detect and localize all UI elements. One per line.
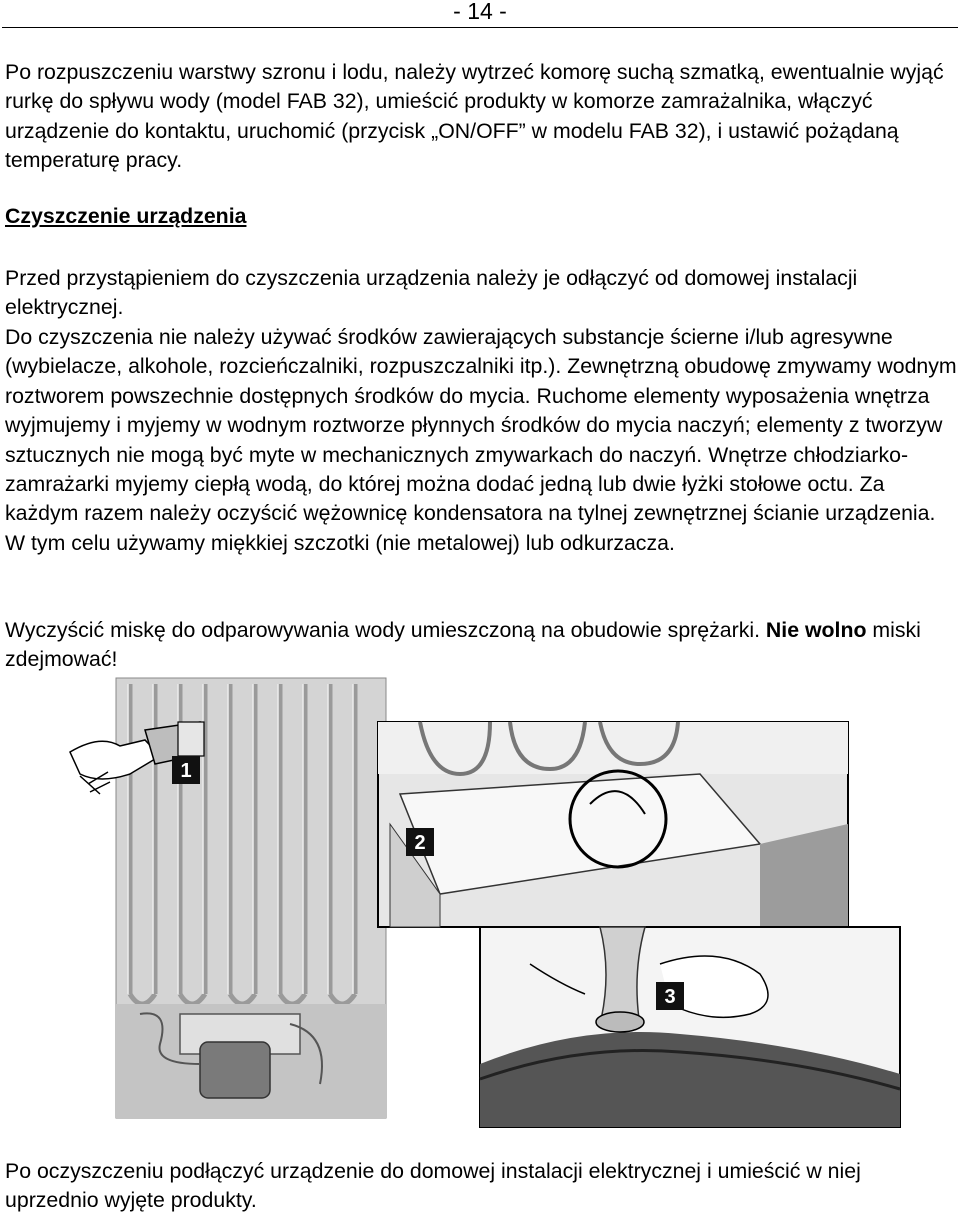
intro-text: Po rozpuszczeniu warstwy szronu i lodu, należy wytrzeć komorę suchą szmatką, ewentualnie wyjąć rurkę do spływu wody (model FAB 32), umieścić produkty w komorze zamrażalnika, włączyć urządzenie do kontaktu, uruchomić (przycisk „ON/OFF” w modelu FAB 32), i ustawić pożądaną temperaturę pracy. <box>5 60 944 173</box>
drain-panel <box>480 927 900 1127</box>
header-rule <box>2 27 958 28</box>
warning-bold: Nie wolno <box>765 618 867 642</box>
cleaning-illustration <box>60 664 960 1134</box>
cleaning-text-2: Do czyszczenia nie należy używać środków zawierających substancje ścierne i/lub agresywne (wybielacze, alkohole, rozcieńczalniki, rozpuszczalniki itp.). Zewnętrzną obudowę zmywamy wodnym roztworem powszechnie dostępnych środków do mycia. Ruchome elementy wyposażenia wnętrza wyjmujemy i myjemy w wodnym roztworze płynnych środków do mycia naczyń; elementy z tworzyw sztucznych nie mogą być myte w mechanicznych zmywarkach do naczyń. Wnętrze chłodziarko-zamrażarki myjemy ciepłą wodą, do której można dodać jedną lub dwie łyżki stołowe octu. Za każdym razem należy oczyścić wężownicę kondensatora na tylnej zewnętrznej ścianie urządzenia. W tym celu używamy miękkiej szczotki (nie metalowej) lub odkurzacza. <box>5 325 957 555</box>
intro-paragraph <box>5 58 960 176</box>
condenser-panel <box>70 678 386 1118</box>
warning-start: Wyczyścić miskę do odparowywania wody umieszczoną na obudowie sprężarki. <box>5 618 766 642</box>
page-number: - 14 - <box>453 0 507 24</box>
warning-end: miski zdejmować! <box>5 618 921 672</box>
callout-1: 1 <box>180 760 192 782</box>
cleaning-paragraph-1 <box>5 264 960 323</box>
cleaning-paragraph-2 <box>5 323 960 558</box>
footer-text: Po oczyszczeniu podłączyć urządzenie do domowej instalacji elektrycznej i umieścić w niej uprzednio wyjęte produkty. <box>5 1159 861 1213</box>
footer-paragraph <box>5 1157 960 1216</box>
section-heading: Czyszczenie urządzenia <box>5 204 247 228</box>
callout-2: 2 <box>414 832 426 854</box>
cleaning-text-1: Przed przystąpieniem do czyszczenia urządzenia należy je odłączyć od domowej instalacji elektrycznej. <box>5 266 858 320</box>
callout-3: 3 <box>664 986 676 1008</box>
tray-panel <box>378 722 848 927</box>
